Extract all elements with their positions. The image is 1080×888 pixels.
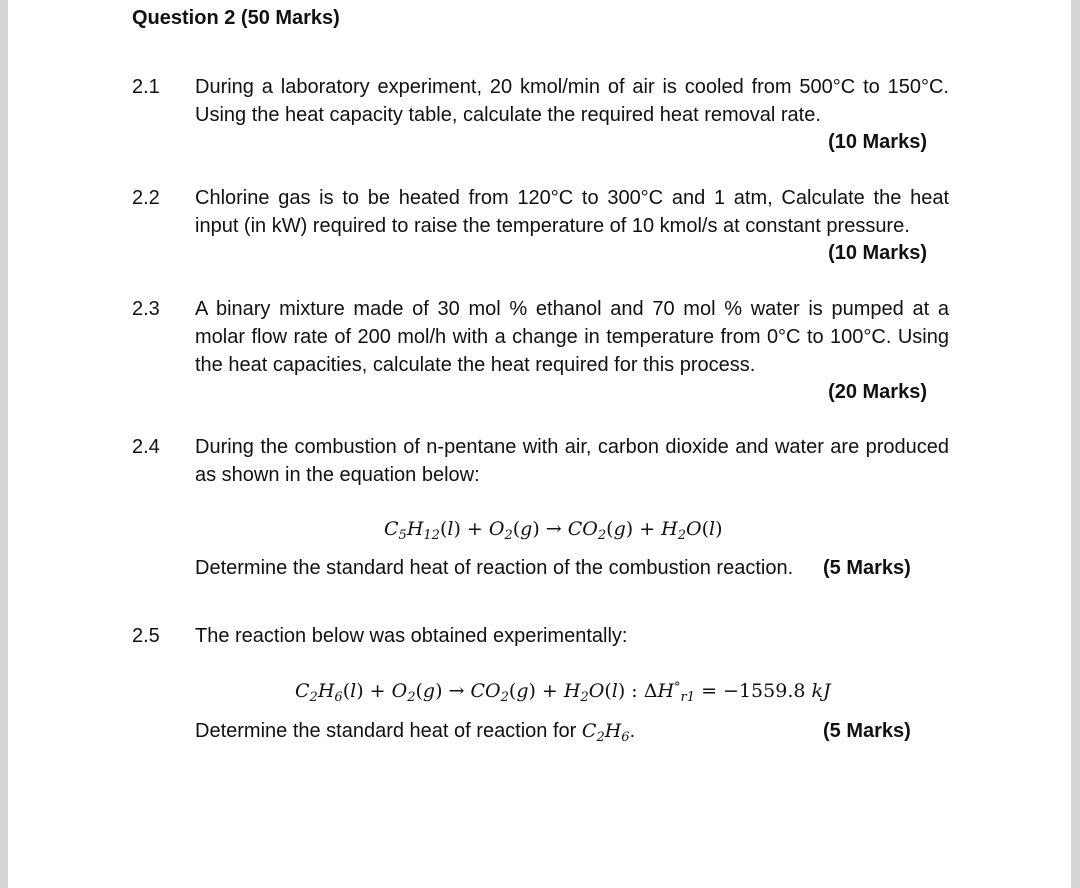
chemical-equation: $C_5H_{12}(l) + O_2(g) \to CO_2(g) + H_2O(l)$ (384, 518, 723, 543)
question-prompt: Determine the standard heat of reaction for $C_2H_6$. (195, 720, 636, 745)
question-number: 2.3 (132, 298, 160, 320)
chemical-equation: $C_2H_6(l) + O_2(g) \to CO_2(g) + H_2O(l)$ : $\Delta H^\circ_{r1} = -1559.8$ kJ (295, 680, 831, 705)
question-marks: (5 Marks) (823, 557, 911, 579)
question-text: Chlorine gas is to be heated from 120°C to 300°C and 1 atm, Calculate the heat input (in kW) required to raise the temperature of 10 kmol/s at constant pressure. (195, 187, 949, 237)
question-text: During a laboratory experiment, 20 kmol/min of air is cooled from 500°C to 150°C. Using the heat capacity table, calculate the required heat removal rate. (195, 76, 949, 126)
question-prompt: Determine the standard heat of reaction of the combustion reaction. (195, 557, 794, 579)
question-text: The reaction below was obtained experimentally: (195, 625, 628, 647)
question-heading: Question 2 (50 Marks) (132, 7, 340, 29)
question-marks: (5 Marks) (823, 720, 911, 742)
question-number: 2.1 (132, 76, 160, 98)
question-marks: (10 Marks) (828, 242, 927, 264)
question-marks: (20 Marks) (828, 381, 927, 403)
question-number: 2.5 (132, 625, 160, 647)
question-text: During the combustion of n-pentane with air, carbon dioxide and water are produced as shown in the equation below: (195, 436, 949, 486)
question-text: A binary mixture made of 30 mol % ethanol and 70 mol % water is pumped at a molar flow rate of 200 mol/h with a change in temperature from 0°C to 100°C. Using the heat capacities, calculate the heat required for this process. (195, 298, 949, 376)
question-number: 2.4 (132, 436, 160, 458)
question-marks: (10 Marks) (828, 131, 927, 153)
question-number: 2.2 (132, 187, 160, 209)
document-page (8, 0, 1071, 888)
